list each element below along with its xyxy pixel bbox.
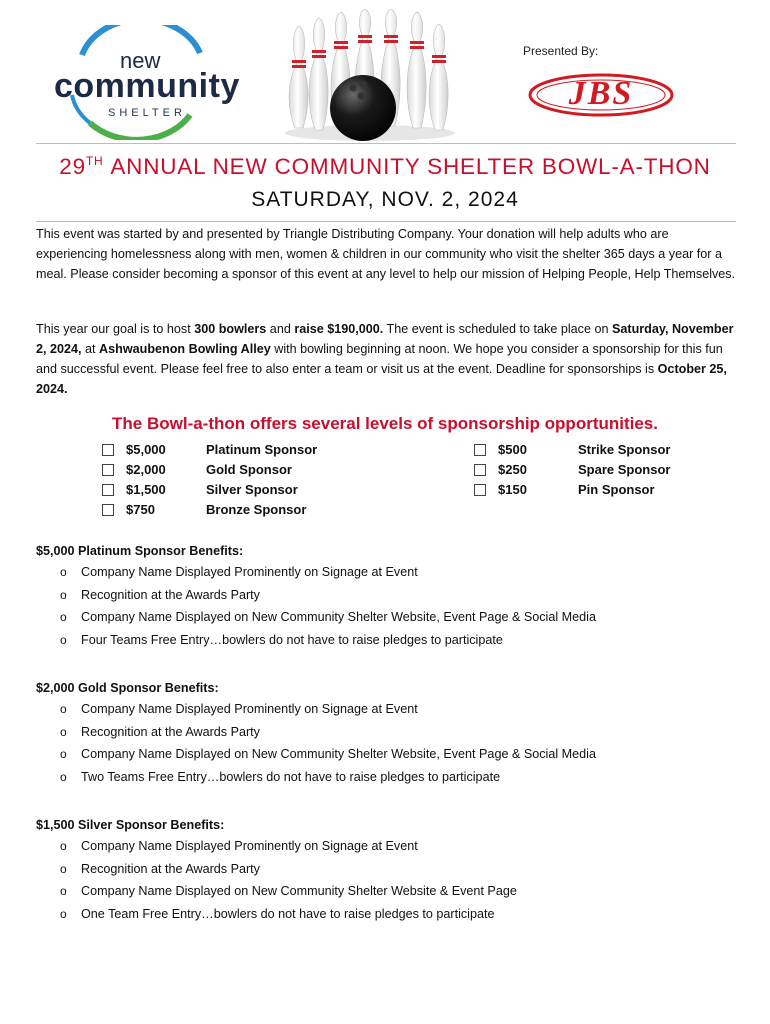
level-row[interactable] [102, 480, 317, 500]
checkbox[interactable] [102, 464, 114, 476]
checkbox[interactable] [102, 504, 114, 516]
benefits-heading: $2,000 Gold Sponsor Benefits: [36, 681, 219, 695]
goal-text-2: and [266, 322, 295, 336]
bullet-icon: o [60, 769, 67, 784]
silver-benefits-section [36, 815, 736, 925]
new-community-shelter-logo [50, 25, 240, 140]
benefit-text: Recognition at the Awards Party [81, 724, 260, 739]
goal-amount: raise $190,000. [294, 322, 384, 336]
bullet-icon: o [60, 632, 67, 647]
bullet-icon: o [60, 861, 67, 876]
level-row[interactable] [102, 500, 317, 520]
bullet-icon: o [60, 587, 67, 602]
level-name: Bronze Sponsor [206, 502, 307, 517]
level-row[interactable] [474, 460, 670, 480]
list-item [36, 903, 736, 926]
bullet-icon: o [60, 565, 67, 580]
level-amount: $5,000 [126, 442, 166, 457]
presented-by-label: Presented By: [523, 44, 599, 58]
level-amount: $150 [498, 482, 527, 497]
list-item [36, 880, 736, 903]
checkbox[interactable] [102, 444, 114, 456]
level-row[interactable] [102, 460, 317, 480]
goal-date: Saturday, November 2, 2024, [36, 322, 734, 356]
bullet-icon: o [60, 839, 67, 854]
list-item [36, 743, 736, 766]
bullet-icon: o [60, 724, 67, 739]
list-item [36, 721, 736, 744]
level-amount: $2,000 [126, 462, 166, 477]
goal-deadline: October 25, 2024. [36, 362, 727, 396]
benefit-text: Four Teams Free Entry…bowlers do not have to raise pledges to participate [81, 632, 503, 647]
benefit-text: One Team Free Entry…bowlers do not have to raise pledges to participate [81, 906, 495, 921]
level-name: Silver Sponsor [206, 482, 298, 497]
level-name: Spare Sponsor [578, 462, 671, 477]
goal-text-4: at [81, 342, 100, 356]
goal-text-3: The event is scheduled to take place on [383, 322, 612, 336]
benefit-text: Company Name Displayed Prominently on Signage at Event [81, 839, 418, 854]
benefit-text: Company Name Displayed on New Community Shelter Website, Event Page & Social Media [81, 610, 596, 625]
intro-paragraph: This event was started by and presented by Triangle Distributing Company. Your donation will help adults who are experiencing homelessness along with men, women & children in our community who visit the shelter 365 days a year for a meal. Please consider becoming a sponsor of this event at any level to help our mission of Helping People, Help Themselves. [36, 227, 736, 281]
jbs-sponsor-logo [527, 72, 675, 118]
benefit-text: Two Teams Free Entry…bowlers do not have to raise pledges to participate [81, 769, 501, 784]
level-amount: $250 [498, 462, 527, 477]
benefit-text: Company Name Displayed on New Community Shelter Website & Event Page [81, 884, 517, 899]
goal-text-1: This year our goal is to host [36, 322, 195, 336]
list-item [36, 606, 736, 629]
header [0, 0, 770, 150]
level-row[interactable] [102, 440, 317, 460]
level-name: Strike Sponsor [578, 442, 671, 457]
logo-text-shelter: SHELTER [108, 107, 186, 119]
level-name: Platinum Sponsor [206, 442, 318, 457]
benefit-text: Recognition at the Awards Party [81, 861, 260, 876]
sponsorship-levels-heading: The Bowl-a-thon offers several levels of sponsorship opportunities. [112, 414, 658, 433]
level-amount: $1,500 [126, 482, 166, 497]
goal-bowlers: 300 bowlers [194, 322, 267, 336]
bullet-icon: o [60, 702, 67, 717]
title-ordinal: 29 [59, 154, 86, 179]
event-title [0, 154, 770, 180]
benefits-heading: $5,000 Platinum Sponsor Benefits: [36, 544, 244, 558]
list-item [36, 858, 736, 881]
bowling-pins-image [275, 8, 465, 143]
benefit-text: Recognition at the Awards Party [81, 587, 260, 602]
checkbox[interactable] [102, 484, 114, 496]
bullet-icon: o [60, 610, 67, 625]
event-date: SATURDAY, NOV. 2, 2024 [251, 188, 519, 211]
benefit-text: Company Name Displayed Prominently on Signage at Event [81, 702, 418, 717]
jbs-logo-text: JBS [568, 75, 634, 112]
title-ordinal-suffix: TH [85, 154, 104, 168]
level-row[interactable] [474, 440, 670, 460]
bullet-icon: o [60, 747, 67, 762]
divider-top [36, 143, 736, 144]
list-item [36, 698, 736, 721]
benefits-heading: $1,500 Silver Sponsor Benefits: [36, 818, 225, 832]
list-item [36, 766, 736, 789]
title-text: ANNUAL NEW COMMUNITY SHELTER BOWL-A-THON [104, 154, 711, 179]
benefit-text: Company Name Displayed Prominently on Signage at Event [81, 565, 418, 580]
level-row[interactable] [474, 480, 670, 500]
gold-benefits-section [36, 678, 736, 788]
goal-text-5: with bowling beginning at noon. We hope you consider a sponsorship for this fun and successful event. Please feel free to also enter a team or visit us at the event. Deadline for sponsorships is [36, 342, 723, 376]
divider-middle [36, 221, 736, 222]
list-item [36, 584, 736, 607]
list-item [36, 835, 736, 858]
checkbox[interactable] [474, 484, 486, 496]
goal-paragraph [36, 319, 736, 399]
logo-text-new: new [120, 48, 161, 73]
level-amount: $750 [126, 502, 155, 517]
bullet-icon: o [60, 884, 67, 899]
checkbox[interactable] [474, 464, 486, 476]
level-name: Pin Sponsor [578, 482, 655, 497]
level-name: Gold Sponsor [206, 462, 292, 477]
platinum-benefits-section [36, 541, 736, 651]
sponsorship-levels-left [102, 440, 317, 520]
level-amount: $500 [498, 442, 527, 457]
list-item [36, 561, 736, 584]
checkbox[interactable] [474, 444, 486, 456]
list-item [36, 629, 736, 652]
bullet-icon: o [60, 906, 67, 921]
benefit-text: Company Name Displayed on New Community Shelter Website, Event Page & Social Media [81, 747, 596, 762]
goal-venue: Ashwaubenon Bowling Alley [99, 342, 271, 356]
sponsorship-levels-right [474, 440, 670, 500]
logo-text-community: community [54, 67, 240, 105]
